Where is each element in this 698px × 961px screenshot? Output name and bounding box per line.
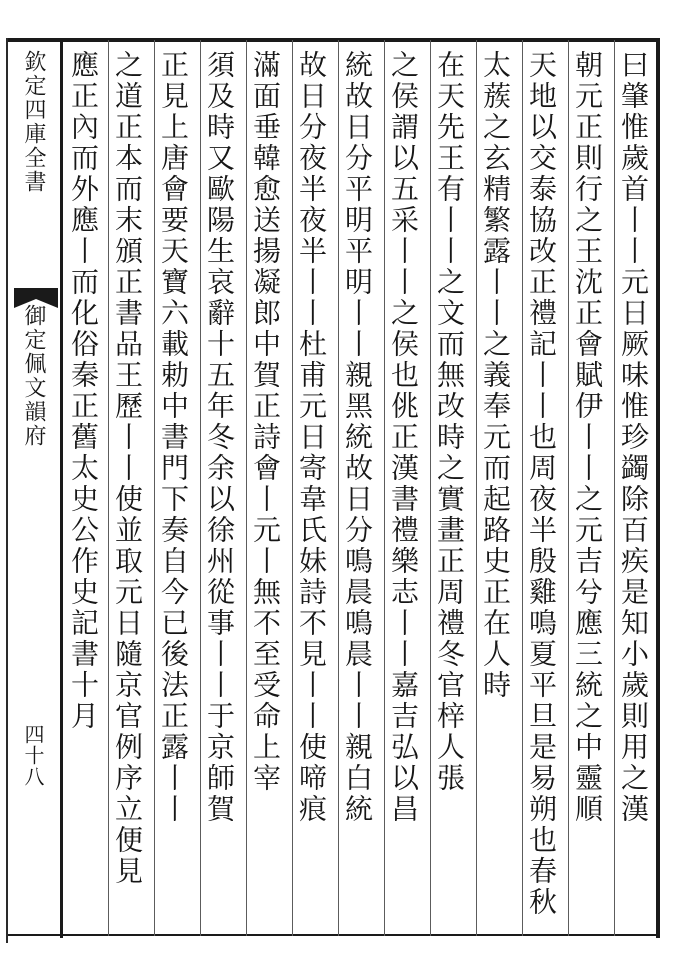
page-edge (6, 38, 8, 943)
right-border (656, 38, 660, 938)
text-column: 正見上唐會要天寶六載勅中書門下奏自今已後法正露丨丨 (157, 50, 190, 825)
text-column: 在天先王有丨丨之文而無改時之實畫正周禮冬官梓人張 (433, 50, 466, 794)
edge-title: 欽定四庫全書 (21, 50, 46, 194)
text-column: 故日分夜半夜半丨丨杜甫元日寄韋氏妹詩不見丨丨使啼痕 (295, 50, 328, 825)
text-column: 之侯謂以五采丨丨之侯也佻正漢書禮樂志丨丨嘉吉弘以昌 (387, 50, 420, 825)
text-column: 天地以交泰協改正禮記丨丨也周夜半殷雞鳴夏平旦是易朔也春秋 (525, 50, 558, 918)
text-column: 之道正本而末頒正書品王歷丨丨使並取元日隨京官例序立便見 (111, 50, 144, 887)
edge-book-title: 御定佩文韻府 (21, 304, 46, 448)
text-column: 應正內而外應丨而化俗秦正舊太史公作史記書十月 (67, 50, 100, 732)
edge-page-number: 四十八 (21, 724, 45, 787)
top-border (8, 38, 660, 42)
text-column: 統故日分平明平明丨丨親黑統故日分鳴晨鳴晨丨丨親白統 (341, 50, 374, 825)
text-column: 朝元正則行之王沈正會賦伊丨丨之元吉兮應三統之中靈順 (571, 50, 604, 825)
text-column: 太蔟之玄精繁露丨丨之義奉元而起路史正在人時 (479, 50, 512, 701)
text-column: 須及時又歐陽生哀辭十五年冬余以徐州從事丨丨于京師賀 (203, 50, 236, 825)
text-column: 滿面垂韓愈送揚凝郎中賀正詩會丨元丨無不至受命上宰 (249, 50, 282, 794)
bottom-border (8, 934, 660, 936)
text-column: 曰肇惟歲首丨丨元日厥味惟珍蠲除百疾是知小歲則用之漢 (617, 50, 650, 825)
